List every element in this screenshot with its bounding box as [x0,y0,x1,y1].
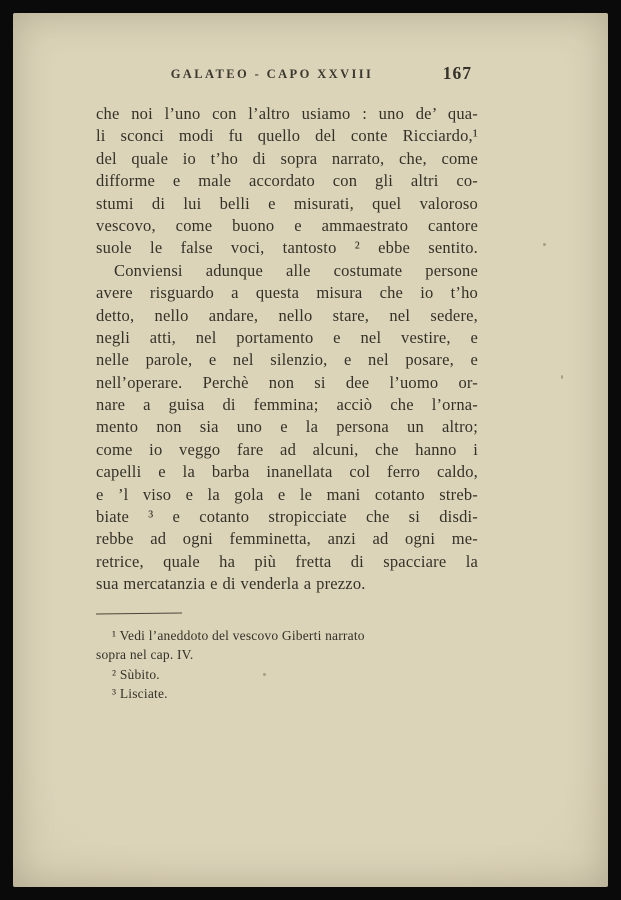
text-line: retrice, quale ha più fretta di spacciare la [96,551,478,571]
text-line: vescovo, come buono e ammaestrato cantore [96,215,478,235]
text-line: del quale io t’ho di sopra narrato, che, come [96,148,478,168]
footnote-line: ³ Lisciate. [112,686,168,702]
text-line: biate ³ e cotanto stropicciate che si disdi- [96,507,478,527]
footnote-line: sopra nel cap. IV. [96,647,194,663]
text-line: mento non sia uno e la persona un altro; [96,417,478,437]
text-line: nelle parole, e nel silenzio, e nel posare, e [96,350,478,370]
text-line: che noi l’uno con l’altro usiamo : uno de’ qua- [96,104,478,123]
scan-speck [543,243,546,246]
footnote-separator [96,612,182,614]
text-line: nell’operare. Perchè non si dee l’uomo or- [96,372,478,392]
text-line: suole le false voci, tantosto ² ebbe sentito. [96,238,478,258]
text-line: difforme e male accordato con gli altri co- [96,171,478,191]
text-line: negli atti, nel portamento e nel vestire, e [96,327,478,347]
text-line: avere risguardo a questa misura che io t’ho [96,283,478,303]
text-line: stumi di lui belli e misurati, quel valoroso [96,193,478,213]
running-header [96,63,478,87]
scan-speck [561,375,563,379]
book-page [13,13,608,887]
footnotes [96,626,478,704]
text-line: li sconci modi fu quello del conte Ricciardo,¹ [96,126,478,146]
footnote-line: ² Sùbito. [112,666,160,682]
page-number: 167 [442,63,472,83]
text-line: sua mercatanzia e di venderla a prezzo. [96,574,366,594]
page-content [96,63,478,704]
text-line: Conviensi adunque alle costumate persone [114,260,478,280]
paragraph [96,260,478,596]
text-line: e ’l viso e la gola e le mani cotanto streb- [96,484,478,504]
text-line: capelli e la barba inanellata col ferro caldo, [96,462,478,482]
text-line: nare a guisa di femmina; acciò che l’orna- [96,395,478,415]
body-text [96,103,478,596]
paragraph [96,103,478,260]
text-line: detto, nello andare, nello stare, nel sedere, [96,305,478,325]
text-line: rebbe ad ogni femminetta, anzi ad ogni me- [96,529,478,549]
text-line: come io veggo fare ad alcuni, che hanno i [96,439,478,459]
footnote-line: ¹ Vedi l’aneddoto del vescovo Giberti narrato [112,627,365,643]
running-header-title: GALATEO - CAPO XXVIII [170,67,374,81]
